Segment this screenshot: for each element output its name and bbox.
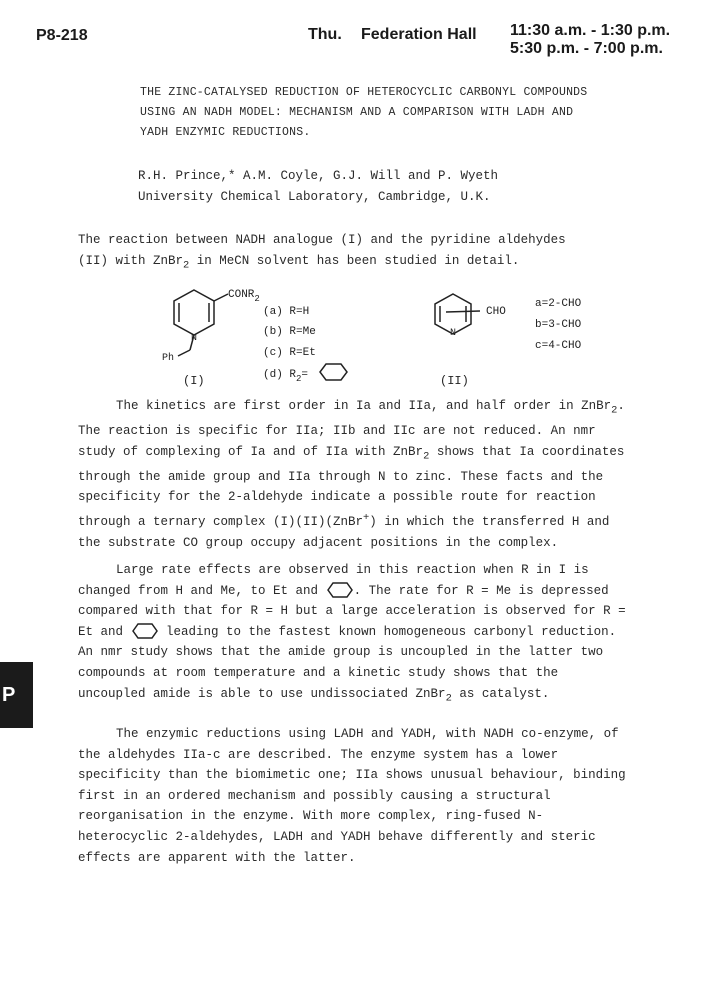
- paragraph-line: compounds at room temperature and a kinetic study shows that the: [78, 665, 559, 680]
- kinetics-paragraph: [78, 396, 632, 553]
- paragraph-line: the substrate CO group occupy adjacent positions in the complex.: [78, 535, 559, 550]
- aldehyde-a: a=2-CHO: [535, 298, 582, 310]
- session-time-2: 5:30 p.m. - 7:00 p.m.: [510, 40, 663, 57]
- ring-n-label: N: [450, 328, 457, 339]
- ph-label: Ph: [162, 353, 175, 364]
- session-day: Thu.: [308, 26, 342, 43]
- paragraph-line: compared with that for R = H but a large acceleration is observed for R =: [78, 604, 626, 619]
- title-line-2: USING AN NADH MODEL: MECHANISM AND A COMPARISON WITH LADH AND: [140, 106, 574, 119]
- paragraph-line: effects are apparent with the latter.: [78, 850, 356, 865]
- option-b: (b) R=Me: [263, 326, 316, 338]
- group-label: $CONR_2$: [228, 289, 260, 304]
- paragraph-line: the aldehydes IIa-c are described. The enzyme system has a lower: [78, 747, 559, 762]
- enzymic-paragraph: [78, 724, 632, 868]
- option-a: (a) R=H: [263, 306, 310, 318]
- intro-line: The reaction between NADH analogue (I) and the pyridine aldehydes: [78, 233, 566, 247]
- option-c: (c) R=Et: [263, 347, 316, 359]
- paragraph-line: The reaction is specific for IIa; IIb and IIc are not reduced. An nmr: [78, 424, 596, 439]
- section-tab: [0, 662, 33, 728]
- cyclohexyl-ring-icon: [131, 623, 159, 639]
- paragraph-line: first in an ordered mechanism and possibly causing a structural: [78, 788, 551, 803]
- session-venue: Federation Hall: [361, 26, 477, 43]
- rate-effects-paragraph: [78, 560, 632, 709]
- paragraph-line: specificity for the 2-aldehyde indicate a possible route for reaction: [78, 490, 596, 505]
- paragraph-line: Large rate effects are observed in this reaction when R in I is: [116, 563, 589, 577]
- author-names: R.H. Prince,* A.M. Coyle, G.J. Will and P. Wyeth: [138, 169, 499, 183]
- nadh-analogue-structure: [174, 290, 228, 356]
- paragraph-line: specificity than the biomimetic one; IIa shows unusual behaviour, binding: [78, 768, 626, 783]
- pyridine-aldehyde-structure: [435, 294, 480, 334]
- paragraph-line: heterocyclic 2-aldehydes, LADH and YADH behave differently and steric: [78, 829, 596, 844]
- compound-ii-label: (II): [440, 374, 469, 388]
- aldehyde-c: c=4-CHO: [535, 340, 582, 352]
- paragraph-line: changed from H and Me, to Et and . The rate for R = Me is depressed: [78, 583, 609, 598]
- intro-line: (II) with ZnBr$_2$ in MeCN solvent has been studied in detail.: [78, 253, 520, 272]
- paragraph-line: through a ternary complex (I)(II)(ZnBr+) in which the transferred H and: [78, 511, 610, 530]
- paragraph-line: The enzymic reductions using LADH and YADH, with NADH co-enzyme, of: [116, 727, 619, 741]
- paragraph-line: Et and leading to the fastest known homogeneous carbonyl reduction.: [78, 624, 617, 639]
- paragraph-line: An nmr study shows that the amide group is uncoupled in the latter two: [78, 645, 604, 660]
- title-line-1: THE ZINC-CATALYSED REDUCTION OF HETEROCYCLIC CARBONYL COMPOUNDS: [140, 86, 588, 99]
- title-line-3: YADH ENZYMIC REDUCTIONS.: [140, 126, 311, 139]
- paragraph-line: reorganisation in the enzyme. With more complex, ring-fused N-: [78, 809, 544, 824]
- paragraph-line: study of complexing of Ia and of IIa with ZnBr$_2$ shows that Ia coordinates: [78, 444, 625, 463]
- intro-paragraph: [78, 230, 632, 276]
- compound-i-label: (I): [183, 374, 205, 388]
- ring-n-label: N: [191, 333, 198, 344]
- aldehyde-b: b=3-CHO: [535, 319, 582, 331]
- paragraph-line: through the amide group and IIa through N to zinc. These facts and the: [78, 469, 604, 484]
- paragraph-line: uncoupled amide is able to use undissociated ZnBr$_2$ as catalyst.: [78, 686, 550, 705]
- section-tab-label: P: [2, 684, 16, 706]
- session-time-1: 11:30 a.m. - 1:30 p.m.: [510, 22, 671, 39]
- cyclohexyl-ring-icon: [320, 364, 347, 380]
- structures-diagram: [150, 284, 610, 394]
- author-affiliation: University Chemical Laboratory, Cambridge, U.K.: [138, 190, 491, 204]
- session-code: P8-218: [36, 27, 88, 44]
- cyclohexyl-ring-icon: [326, 582, 354, 598]
- paragraph-line: The kinetics are first order in Ia and IIa, and half order in ZnBr$_2$.: [116, 399, 625, 417]
- option-d: (d) $R_2=$: [263, 369, 309, 384]
- cho-label: CHO: [486, 306, 506, 318]
